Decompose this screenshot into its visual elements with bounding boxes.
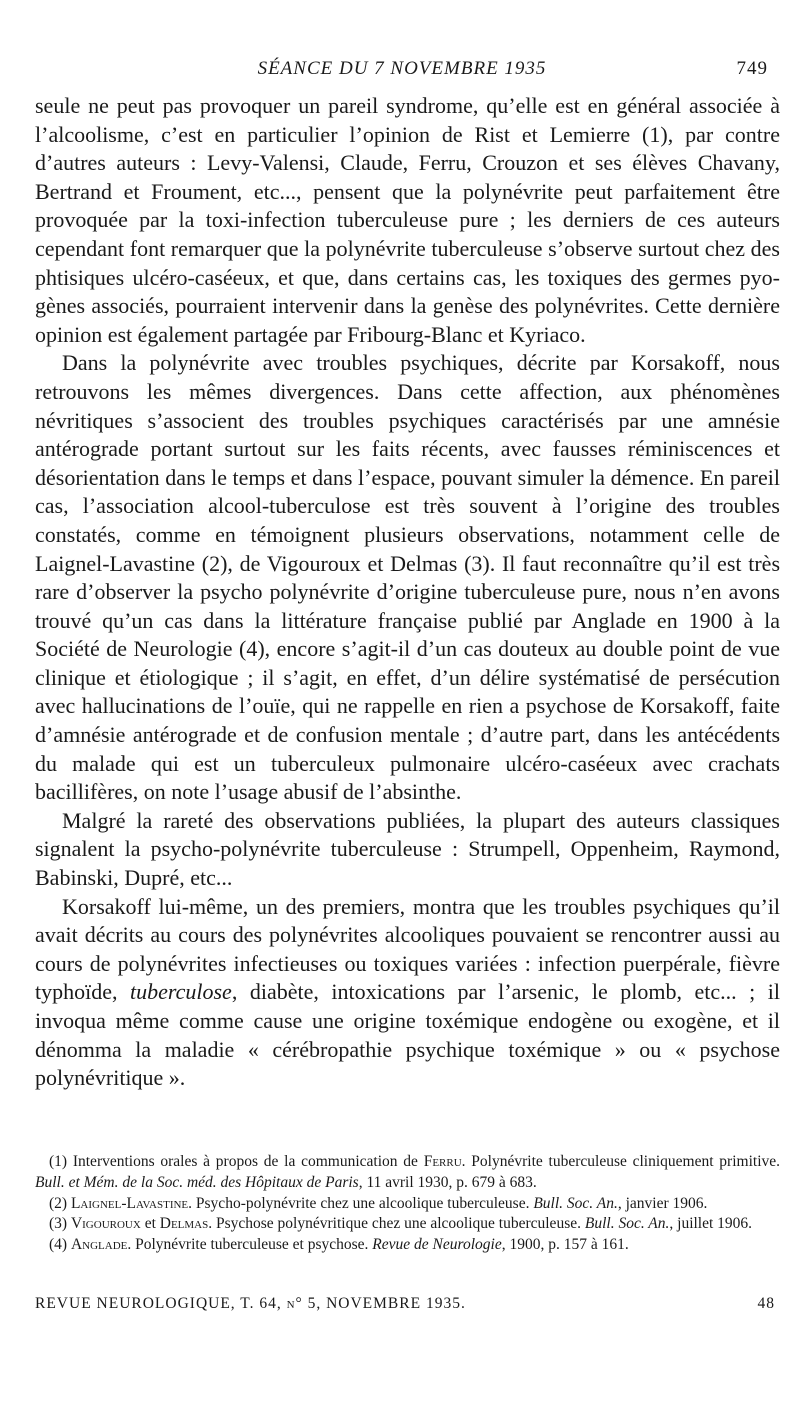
footnotes [35, 1152, 780, 1256]
footnote-3-conjunction: et [140, 1215, 160, 1233]
running-head [36, 58, 768, 86]
footnote-4-ref: , 1900, p. 157 à 161. [501, 1236, 629, 1254]
footnote-4-mark: (4) [49, 1236, 71, 1254]
footnote-3-author-2: Delmas [159, 1215, 209, 1233]
footnote-3-author: Vigouroux [70, 1215, 141, 1233]
page-footer [35, 1295, 775, 1317]
footnote-4-author: Anglade [70, 1236, 128, 1254]
running-head-title: SÉANCE DU 7 NOVEMBRE 1935 [257, 58, 547, 79]
footnote-4 [35, 1235, 780, 1256]
footer-signature: 48 [757, 1295, 775, 1312]
footnote-2-title: . Psycho-polynévrite chez une alcoolique tuberculeuse. [188, 1194, 534, 1212]
footnote-1-mark: (1) [49, 1153, 73, 1170]
paragraph-4-text-a: Korsakoff lui-même, un des premiers, montra que les troubles psychiques qu’il avait décrits au cours des polynévrites alcooliques pouvaient se rencontrer aussi au cours de polynévrites infectieuses ou toxiques variées : infection puerpérale, fièvre typhoïde, [35, 893, 780, 1005]
footnote-3 [35, 1214, 780, 1235]
footnote-2-mark: (2) [49, 1194, 71, 1212]
footnote-3-ref: , juillet 1906. [669, 1215, 753, 1233]
footnote-4-journal: Revue de Neurologie [372, 1236, 502, 1254]
footnote-2-author: Laignel-Lavastine [70, 1194, 189, 1212]
footnote-3-title: . Psychose polynévritique chez une alcoolique tuberculeuse. [208, 1215, 585, 1233]
footnote-1-author: Ferru [423, 1153, 462, 1170]
paragraph-3: Malgré la rareté des observations publiées, la plupart des auteurs classiques signalent la psycho-polynévrite tuberculeuse : Strumpell, Oppenheim, Raymond, Babinski, Dupré, etc... [35, 807, 780, 891]
paragraph-1: seule ne peut pas provoquer un pareil syndrome, qu’elle est en général associée à l’alcoolisme, c’est en particulier l’opinion de Rist et Lemierre (1), par contre d’autres auteurs : Levy-Valensi, Claude, Ferru, Crouzon et ses élèves Chavany, Bertrand et Froument, etc..., pensent que la polynévrite peut parfaitement être provoquée par la toxi-infection tuberculeuse pure ; les derniers de ces auteurs cependant font remarquer que la polynévrite tuberculeuse s’observe surtout chez des phtisiques ulcéro-caséeux, et que, dans certains cas, les toxiques des germes pyogènes associés, pourraient intervenir dans la genèse des polynévrites. Cette dernière opinion est également partagée par Fribourg-Blanc et Kyriaco. [35, 93, 780, 347]
footnote-2-journal: Bull. Soc. An. [533, 1194, 618, 1212]
footer-journal: REVUE NEUROLOGIQUE, T. 64, n° 5, NOVEMBRE 1935. [35, 1295, 466, 1312]
footnote-4-title: . Polynévrite tuberculeuse et psychose. [127, 1236, 373, 1254]
footnote-1-ref: , 11 avril 1930, p. 679 à 683. [358, 1173, 537, 1191]
body-text [35, 92, 780, 1093]
footnote-3-mark: (3) [49, 1215, 71, 1233]
page-number: 749 [736, 58, 768, 79]
footnote-1 [35, 1152, 780, 1194]
paragraph-2: Dans la polynévrite avec troubles psychiques, décrite par Korsakoff, nous retrouvons les mêmes divergences. Dans cette affection, aux phénomènes névritiques s’associent des troubles psychiques caractérisés par une amnésie antérograde portant surtout sur les faits récents, avec fausses réminiscences et désorientation dans le temps et dans l’espace, pouvant simuler la démence. En pareil cas, l’association alcool-tuberculose est très souvent à l’origine des troubles constatés, comme en témoignent plusieurs observations, notamment celle de Laignel-Lavastine (2), de Vigouroux et Delmas (3). Il faut reconnaître qu’il est très rare d’observer la psycho polynévrite d’origine tuberculeuse pure, nous n’en avons trouvé qu’un cas dans la littérature française publié par Anglade en 1900 à la Société de Neurologie (4), encore s’agit-il d’un cas douteux au double point de vue clinique et étiologique ; il s’agit, en effet, d’un délire systématisé de persécution avec hallucinations de l’ouïe, qui ne rappelle en rien a psychose de Korsakoff, faite d’amnésie antérograde et de confusion mentale ; d’autre part, dans les antécédents du malade qui est un tuberculeux pulmonaire ulcéro-caséeux avec crachats bacillifères, on note l’usage abusif de l’absinthe. [35, 350, 780, 805]
footnote-3-journal: Bull. Soc. An. [584, 1215, 670, 1233]
footnote-1-journal: Bull. et Mém. de la Soc. méd. des Hôpitaux de Paris [35, 1173, 359, 1191]
footnote-2 [35, 1194, 780, 1215]
paragraph-4-italic-term: tuberculose [130, 979, 232, 1005]
footnote-1-intro: Interventions orales à propos de la communication de [72, 1153, 424, 1170]
paragraph-4-text-b: , diabète, intoxications par l’arsenic, le plomb, etc... ; il invoqua même comme cause une origine toxémique endogène ou exogène, et il dénomma la maladie « cérébropathie psychique toxémique » ou « psychose polynévritique ». [35, 979, 780, 1091]
paragraph-4 [35, 893, 780, 1093]
footnote-1-title: . Polynévrite tuberculeuse cliniquement primitive. [461, 1153, 781, 1170]
footnote-2-ref: , janvier 1906. [617, 1194, 708, 1212]
